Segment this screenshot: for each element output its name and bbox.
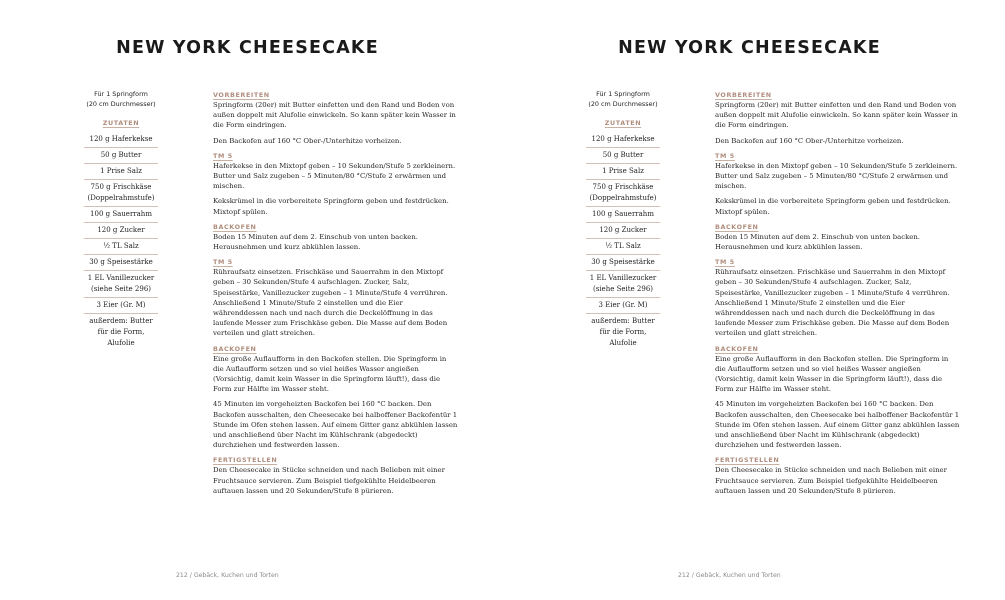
ingredient-item: außerdem: Butter für die Form, Alufolie [89,317,153,347]
ingredients-column [586,90,660,351]
section-heading: BACKOFEN [213,222,257,231]
ingredient-item: 3 Eier (Gr. M) [84,298,158,314]
ingredient-item: ½ TL Salz [84,239,158,255]
step-paragraph: Eine große Auflaufform in den Backofen stellen. Die Springform in die Auflaufform setzen und so viel heißes Wasser angießen (Vorsichtig, damit kein Wasser in die Springform läuft!), dass die Form zur Hälfte im Wasser steht. [715,354,949,394]
recipe-title: NEW YORK CHEESECAKE [618,38,881,58]
ingredient-item: 30 g Speisestärke [84,255,158,271]
ingredients-heading: ZUTATEN [102,119,140,127]
ingredients-column [84,90,158,351]
ingredient-item: außerdem: Butter für die Form, Alufolie [591,317,655,347]
step-paragraph: Den Cheesecake in Stücke schneiden und nach Belieben mit einer Fruchtsauce servieren. Zum Beispiel tiefgekühlte Heidelbeeren auftauen lassen und 20 Sekunden/Stufe 8 pürieren. [715,466,947,495]
section-heading: BACKOFEN [715,344,759,353]
ingredient-item: 3 Eier (Gr. M) [586,298,660,314]
step-paragraph: Eine große Auflaufform in den Backofen stellen. Die Springform in die Auflaufform setzen und so viel heißes Wasser angießen (Vorsichtig, damit kein Wasser in die Springform läuft!), dass die Form zur Hälfte im Wasser steht. [213,354,447,394]
form-note-line: Für 1 Springform [94,90,148,98]
steps-column [213,90,458,501]
ingredient-item: 1 Prise Salz [586,164,660,180]
step-paragraph: Rühraufsatz einsetzen. Frischkäse und Sauerrahm in den Mixtopf geben – 30 Sekunden/Stufe 4 aufschlagen. Zucker, Salz, Speisestärke, Vanillezucker zugeben – 1 Minute/Stufe 4 verrühren. Anschließend 1 Minute/Stufe 2 einstellen und die Eier währenddessen nach und nach durch die Deckelöffnung in das laufende Messer zum Frischkäse geben. Die Masse auf dem Boden verteilen und glatt streichen. [715,268,950,338]
right-page [502,0,1004,600]
section-heading: FERTIGSTELLEN [715,456,780,465]
step-paragraph: Springform (20er) mit Butter einfetten und den Rand und Boden von außen doppelt mit Alufolie einwickeln. So kann später kein Wasser in die Form eindringen. [715,101,958,130]
form-note [84,90,158,109]
ingredient-item: 100 g Sauerrahm [586,207,660,223]
form-note-line: (20 cm Durchmesser) [86,99,156,108]
ingredient-item: 120 g Zucker [586,223,660,239]
step-paragraph: Haferkekse in den Mixtopf geben – 10 Sekunden/Stufe 5 zerkleinern. Butter und Salz zugeben – 5 Minuten/80 °C/Stufe 2 erwärmen und mischen. [213,161,456,191]
section-heading: TM 5 [213,151,233,160]
step-paragraph: Kekskrümel in die vorbereitete Springform geben und festdrücken. Mixtopf spülen. [715,197,951,216]
ingredient-item: 750 g Frischkäse (Doppelrahmstufe) [586,180,660,207]
ingredient-item: ½ TL Salz [586,239,660,255]
step-paragraph: Springform (20er) mit Butter einfetten und den Rand und Boden von außen doppelt mit Alufolie einwickeln. So kann später kein Wasser in die Form eindringen. [213,101,456,130]
section-heading: VORBEREITEN [213,91,270,99]
ingredient-item: 1 EL Vanillezucker (siehe Seite 296) [84,271,158,298]
step-paragraph: Den Cheesecake in Stücke schneiden und nach Belieben mit einer Fruchtsauce servieren. Zum Beispiel tiefgekühlte Heidelbeeren auftauen lassen und 20 Sekunden/Stufe 8 pürieren. [213,466,445,495]
step-paragraph: Den Backofen auf 160 °C Ober-/Unterhitze vorheizen. [715,136,904,145]
left-page [0,0,502,600]
step-paragraph: Kekskrümel in die vorbereitete Springform geben und festdrücken. Mixtopf spülen. [213,197,449,216]
section-heading: FERTIGSTELLEN [213,456,278,465]
form-note-line: Für 1 Springform [596,90,650,98]
ingredient-item: 30 g Speisestärke [586,255,660,271]
ingredients-list [586,132,660,351]
ingredient-item: 100 g Sauerrahm [84,207,158,223]
page-footer: 212 / Gebäck, Kuchen und Torten [678,572,781,579]
section-heading: BACKOFEN [213,344,257,353]
step-paragraph: Boden 15 Minuten auf dem 2. Einschub von unten backen. Herausnehmen und kurz abkühlen lassen. [715,232,920,252]
step-paragraph: 45 Minuten im vorgeheizten Backofen bei 160 °C backen. Den Backofen ausschalten, den Cheesecake bei halboffener Backofentür 1 Stunde im Ofen stehen lassen. Auf einem Gitter ganz abkühlen lassen und anschließend über Nacht im Kühlschrank (abgedeckt) durchziehen und festwerden lassen. [213,400,458,450]
ingredient-item: 50 g Butter [586,148,660,164]
ingredient-item: 1 Prise Salz [84,164,158,180]
section-heading: TM 5 [213,258,233,267]
step-paragraph: Boden 15 Minuten auf dem 2. Einschub von unten backen. Herausnehmen und kurz abkühlen lassen. [213,232,418,252]
form-note [586,90,660,109]
ingredients-list [84,132,158,351]
ingredient-item: 750 g Frischkäse (Doppelrahmstufe) [84,180,158,207]
section-heading: VORBEREITEN [715,91,772,99]
step-paragraph: Rühraufsatz einsetzen. Frischkäse und Sauerrahm in den Mixtopf geben – 30 Sekunden/Stufe 4 aufschlagen. Zucker, Salz, Speisestärke, Vanillezucker zugeben – 1 Minute/Stufe 4 verrühren. Anschließend 1 Minute/Stufe 2 einstellen und die Eier währenddessen nach und nach durch die Deckelöffnung in das laufende Messer zum Frischkäse geben. Die Masse auf dem Boden verteilen und glatt streichen. [213,268,448,338]
form-note-line: (20 cm Durchmesser) [588,99,658,108]
ingredient-item: 120 g Haferkekse [586,132,660,148]
step-paragraph: Den Backofen auf 160 °C Ober-/Unterhitze vorheizen. [213,136,402,145]
ingredient-item: 120 g Zucker [84,223,158,239]
section-heading: TM 5 [715,151,735,160]
ingredient-item: 120 g Haferkekse [84,132,158,148]
section-heading: TM 5 [715,258,735,267]
step-paragraph: 45 Minuten im vorgeheizten Backofen bei 160 °C backen. Den Backofen ausschalten, den Cheesecake bei halboffener Backofentür 1 Stunde im Ofen stehen lassen. Auf einem Gitter ganz abkühlen lassen und anschließend über Nacht im Kühlschrank (abgedeckt) durchziehen und festwerden lassen. [715,400,960,450]
ingredient-item: 1 EL Vanillezucker (siehe Seite 296) [586,271,660,298]
section-heading: BACKOFEN [715,222,759,231]
ingredient-item: 50 g Butter [84,148,158,164]
ingredients-heading: ZUTATEN [604,119,642,127]
recipe-title: NEW YORK CHEESECAKE [116,38,379,58]
page-footer: 212 / Gebäck, Kuchen und Torten [176,572,279,579]
step-paragraph: Haferkekse in den Mixtopf geben – 10 Sekunden/Stufe 5 zerkleinern. Butter und Salz zugeben – 5 Minuten/80 °C/Stufe 2 erwärmen und mischen. [715,161,958,191]
steps-column [715,90,960,501]
